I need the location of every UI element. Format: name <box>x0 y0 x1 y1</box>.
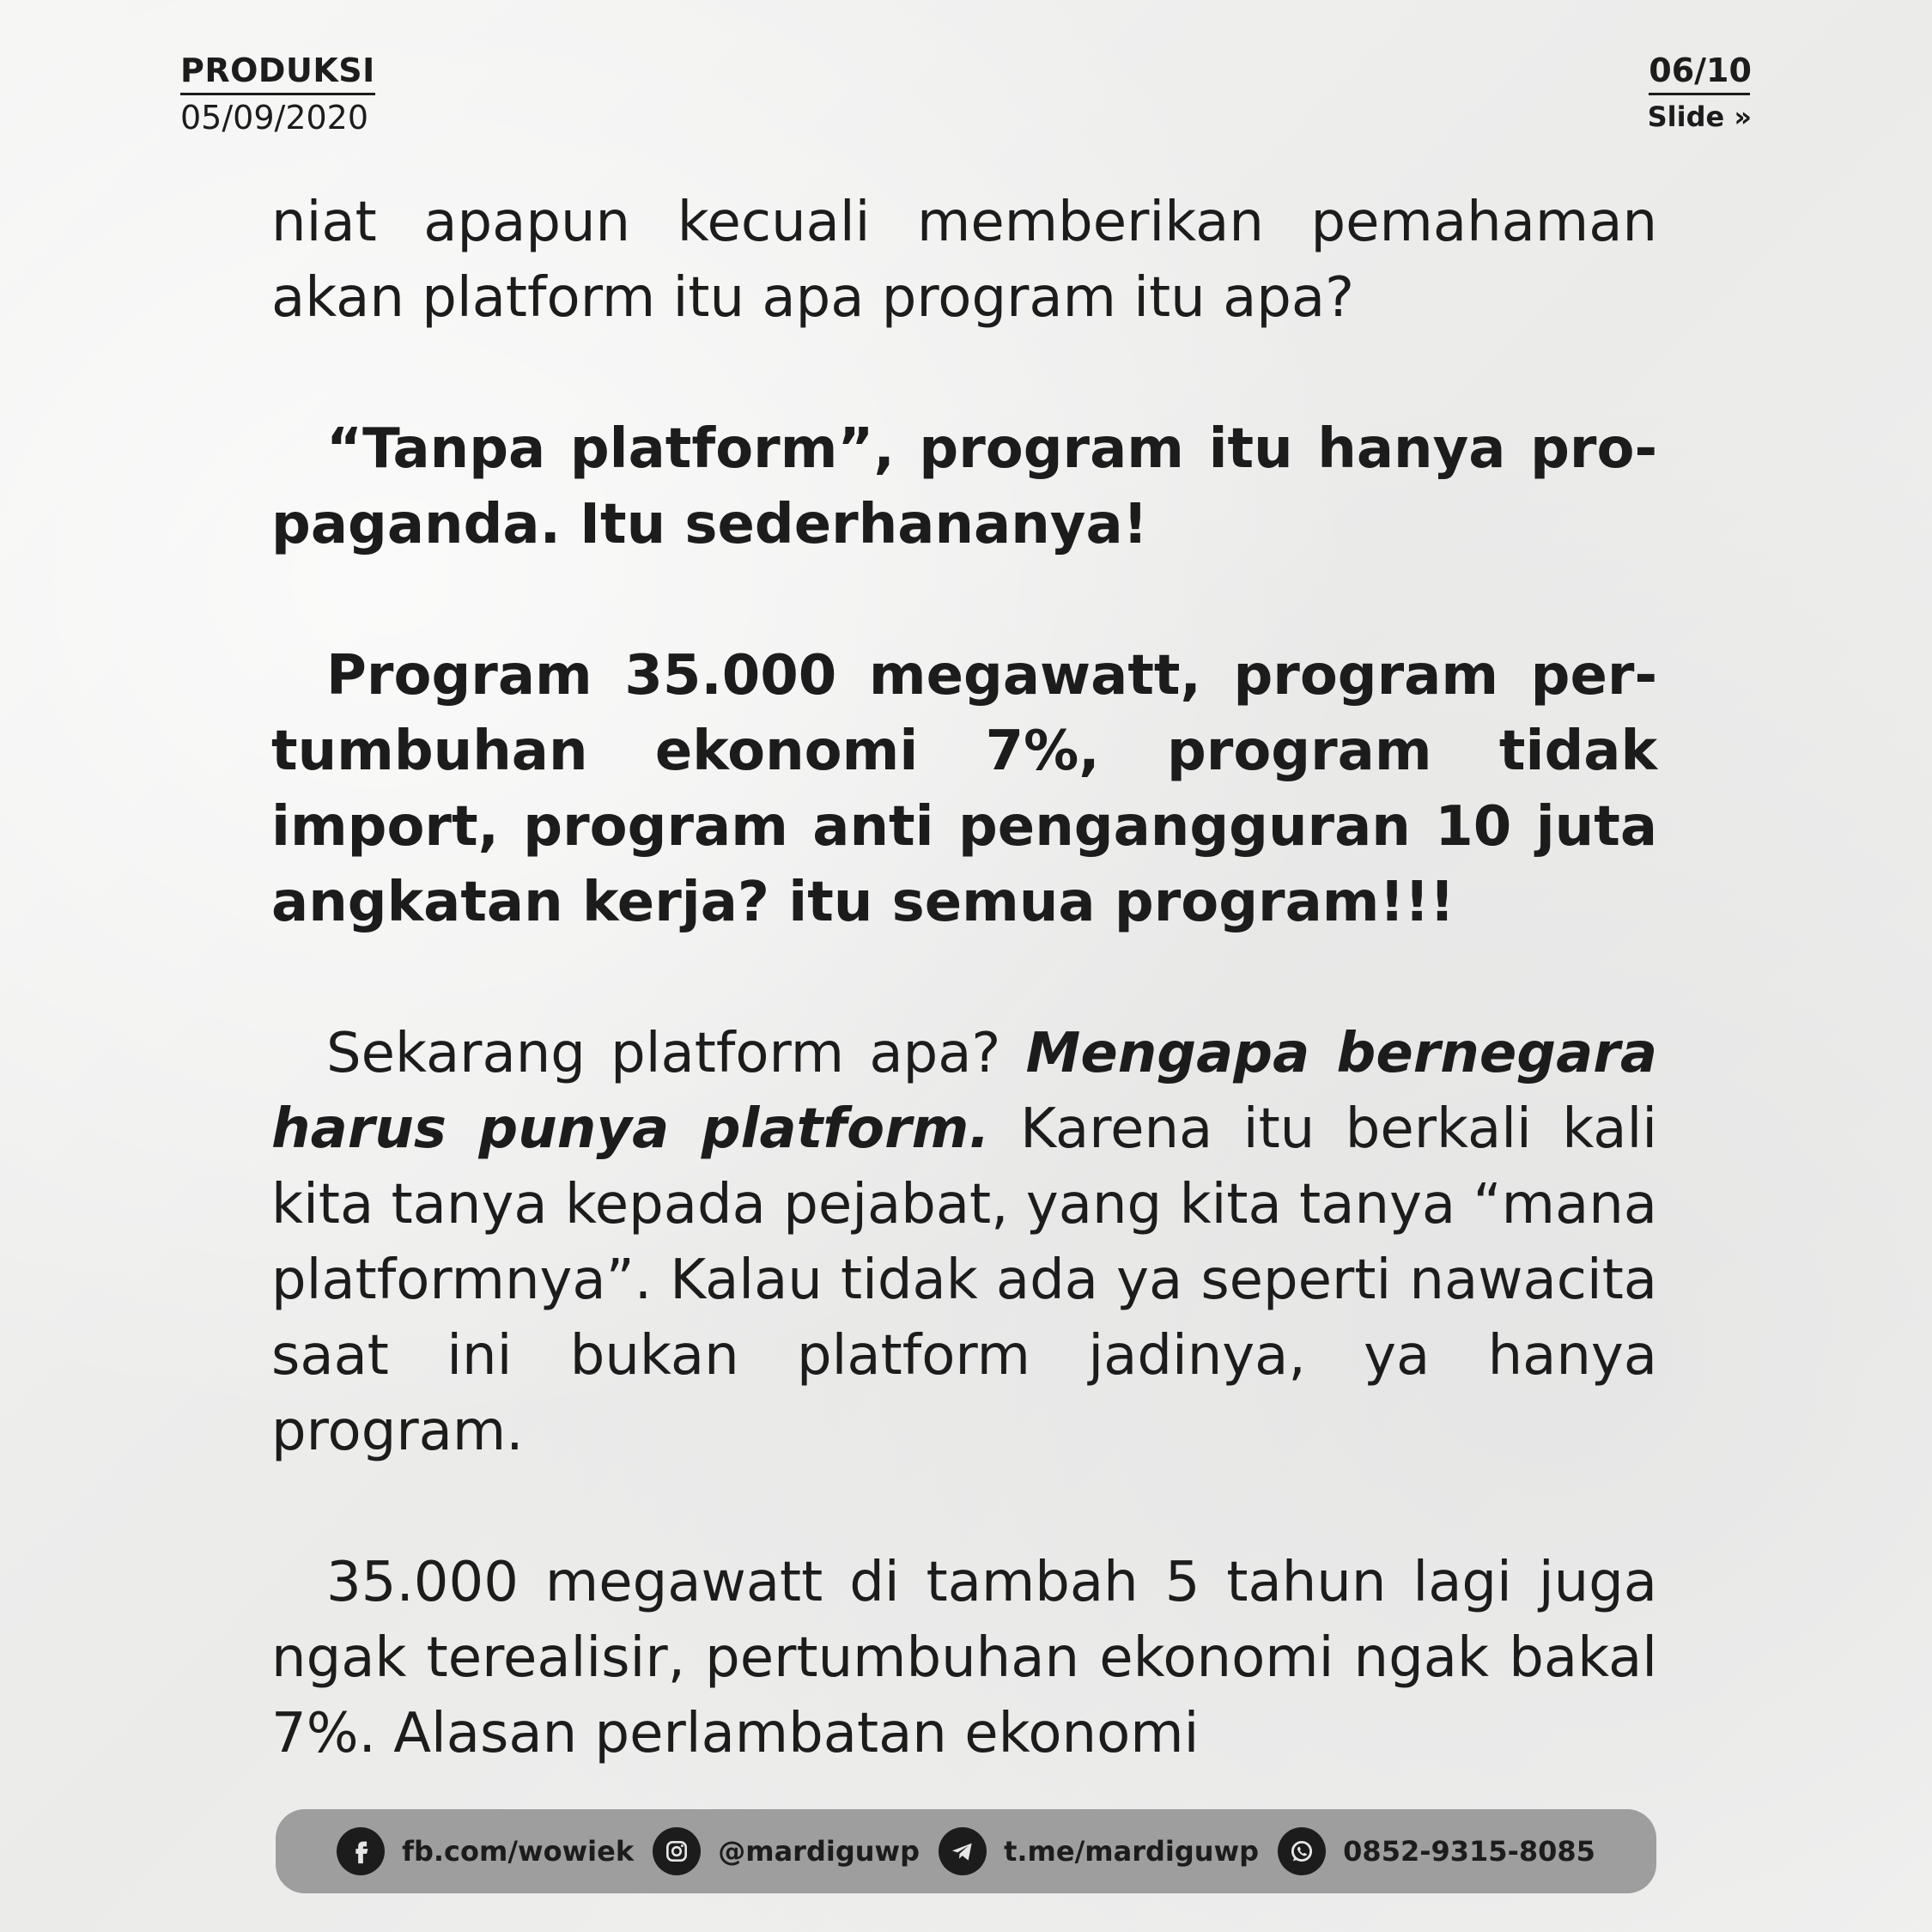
paragraph-3: Program 35.000 megawatt, program pertumbuhan ekonomi 7%, program tidak import, program anti pengangguran 10 juta angkatan kerja? itu semua program!!! <box>271 644 1657 934</box>
instagram-link[interactable] <box>653 1827 920 1875</box>
facebook-link[interactable] <box>337 1827 634 1875</box>
telegram-link[interactable] <box>939 1827 1259 1875</box>
instagram-icon <box>653 1827 701 1875</box>
paragraph-4 <box>271 1016 1657 1469</box>
category-label: PRODUKSI <box>180 53 375 95</box>
whatsapp-link[interactable] <box>1278 1827 1595 1875</box>
paragraph-5: 35.000 megawatt di tambah 5 tahun lagi juga ngak terealisir, pertumbuhan ekonomi ngak bakal 7%. Alasan perlambatan ekonomi <box>271 1551 1657 1765</box>
facebook-text: fb.com/wowiek <box>402 1835 635 1868</box>
header-right <box>1648 53 1752 132</box>
facebook-icon <box>337 1827 385 1875</box>
whatsapp-text: 0852-9315-8085 <box>1343 1835 1595 1868</box>
whatsapp-icon <box>1278 1827 1326 1875</box>
article-body <box>271 185 1657 1771</box>
header-left <box>180 53 375 137</box>
paragraph-2: “Tanpa platform”, program itu hanya propaganda. Itu sederhananya! <box>271 417 1657 556</box>
paragraph-1: niat apapun kecuali memberikan pemahaman akan platform itu apa program itu apa? <box>271 191 1657 330</box>
instagram-text: @mardiguwp <box>718 1835 920 1868</box>
page-indicator: 06/10 <box>1649 53 1750 95</box>
telegram-text: t.me/mardiguwp <box>1004 1835 1260 1868</box>
telegram-icon <box>939 1827 987 1875</box>
paragraph-4-emphasis: Mengapa bernegara harus punya platform. <box>271 1022 1657 1161</box>
paragraph-4-rest: Karena itu berkali kali kita tanya kepada pejabat, yang kita tanya “mana platformnya”. Kalau tidak ada ya seperti nawacita saat ini bukan platform jadinya, ya hanya program. <box>271 1097 1657 1463</box>
post-date: 05/09/2020 <box>180 98 369 137</box>
social-footer <box>276 1809 1656 1893</box>
paragraph-4-lead: Sekarang platform apa? <box>326 1022 1026 1085</box>
slide-label: Slide » <box>1647 100 1752 133</box>
